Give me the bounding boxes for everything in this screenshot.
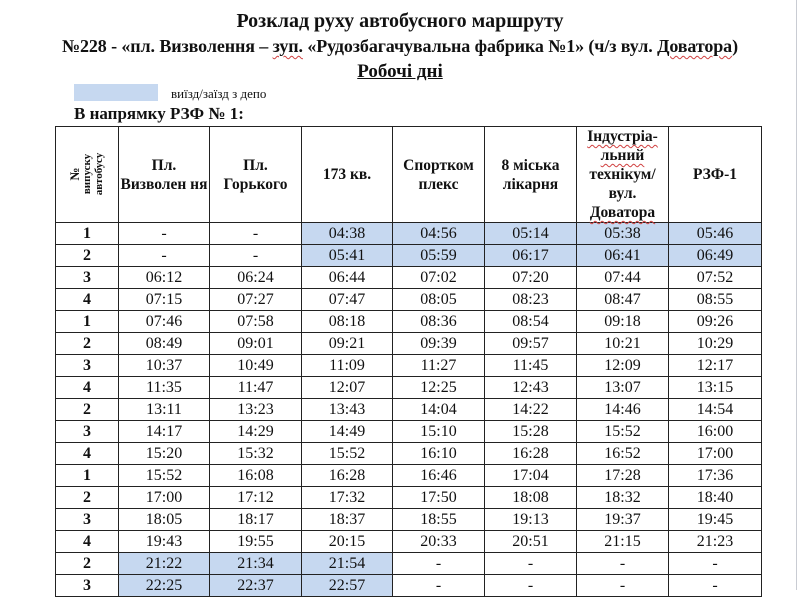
depot-time-cell: 04:56 [393, 223, 485, 245]
table-row [56, 289, 762, 311]
bus-number-cell: 2 [56, 399, 119, 421]
time-cell: 07:02 [393, 267, 485, 289]
time-cell: 16:52 [577, 443, 669, 465]
time-cell: 18:05 [119, 509, 210, 531]
time-cell: 13:11 [119, 399, 210, 421]
header-pl-gorkogo: Пл. Горького [210, 127, 302, 223]
route-subtitle-street: Доватора [657, 36, 733, 56]
time-cell: 11:45 [485, 355, 577, 377]
route-subtitle-middle: «Рудозбагачувальна фабрика №1» (ч/з вул. [302, 36, 658, 56]
time-cell: - [669, 575, 762, 597]
time-cell: - [393, 575, 485, 597]
header-tekhnikum-line1: Індустріа- [587, 128, 658, 145]
time-cell: - [210, 245, 302, 267]
table-row [56, 553, 762, 575]
time-cell: 18:32 [577, 487, 669, 509]
time-cell: - [119, 245, 210, 267]
header-bus-number-line1: № [67, 166, 82, 181]
time-cell: 12:25 [393, 377, 485, 399]
time-cell: 11:47 [210, 377, 302, 399]
route-subtitle-abbr: зуп. [272, 36, 303, 56]
time-cell: 17:36 [669, 465, 762, 487]
time-cell: 15:52 [577, 421, 669, 443]
time-cell: 11:09 [302, 355, 393, 377]
time-cell: 09:26 [669, 311, 762, 333]
table-header-row [56, 127, 762, 223]
time-cell: 08:49 [119, 333, 210, 355]
bus-number-cell: 3 [56, 421, 119, 443]
depot-time-cell: 22:25 [119, 575, 210, 597]
time-cell: 10:21 [577, 333, 669, 355]
time-cell: 15:52 [119, 465, 210, 487]
header-tekhnikum [577, 127, 669, 223]
time-cell: 08:47 [577, 289, 669, 311]
time-cell: 19:45 [669, 509, 762, 531]
header-rzf-1: РЗФ-1 [669, 127, 762, 223]
schedule-body [56, 223, 762, 597]
depot-time-cell: 06:41 [577, 245, 669, 267]
time-cell: 12:17 [669, 355, 762, 377]
header-tekhnikum-line3: технікум/ [589, 166, 656, 183]
time-cell: 12:07 [302, 377, 393, 399]
document-title [0, 10, 800, 33]
time-cell: 07:20 [485, 267, 577, 289]
time-cell: 14:29 [210, 421, 302, 443]
time-cell: 10:37 [119, 355, 210, 377]
time-cell: 16:10 [393, 443, 485, 465]
table-row [56, 465, 762, 487]
time-cell: 19:43 [119, 531, 210, 553]
table-row [56, 443, 762, 465]
depot-time-cell: 06:17 [485, 245, 577, 267]
table-row [56, 399, 762, 421]
bus-number-cell: 3 [56, 509, 119, 531]
table-row [56, 355, 762, 377]
day-type-text: Робочі дні [357, 61, 443, 82]
route-subtitle-suffix: ) [732, 36, 738, 56]
time-cell: 17:28 [577, 465, 669, 487]
time-cell: 14:46 [577, 399, 669, 421]
time-cell: - [210, 223, 302, 245]
time-cell: 15:28 [485, 421, 577, 443]
header-tekhnikum-line5: Доватора [589, 204, 656, 221]
time-cell: 12:09 [577, 355, 669, 377]
bus-number-cell: 2 [56, 553, 119, 575]
header-bus-number-line3: автобусу [93, 152, 105, 195]
bus-number-cell: 2 [56, 333, 119, 355]
bus-number-cell: 3 [56, 575, 119, 597]
time-cell: 08:23 [485, 289, 577, 311]
time-cell: - [669, 553, 762, 575]
time-cell: 18:40 [669, 487, 762, 509]
time-cell: 20:15 [302, 531, 393, 553]
time-cell: 16:28 [302, 465, 393, 487]
time-cell: 13:23 [210, 399, 302, 421]
header-bus-number-label [69, 152, 105, 194]
bus-number-cell: 4 [56, 531, 119, 553]
time-cell: 07:15 [119, 289, 210, 311]
time-cell: 07:44 [577, 267, 669, 289]
time-cell: 09:57 [485, 333, 577, 355]
time-cell: 21:15 [577, 531, 669, 553]
table-row [56, 531, 762, 553]
depot-time-cell: 06:49 [669, 245, 762, 267]
legend-depot-swatch [74, 84, 158, 101]
time-cell: 09:39 [393, 333, 485, 355]
time-cell: 08:55 [669, 289, 762, 311]
time-cell: 06:12 [119, 267, 210, 289]
time-cell: 16:00 [669, 421, 762, 443]
time-cell: 07:46 [119, 311, 210, 333]
time-cell: 16:28 [485, 443, 577, 465]
table-row [56, 333, 762, 355]
time-cell: 19:13 [485, 509, 577, 531]
time-cell: 17:32 [302, 487, 393, 509]
table-row [56, 267, 762, 289]
time-cell: 13:07 [577, 377, 669, 399]
time-cell: 20:33 [393, 531, 485, 553]
bus-number-cell: 3 [56, 267, 119, 289]
time-cell: 19:37 [577, 509, 669, 531]
time-cell: 08:54 [485, 311, 577, 333]
time-cell: 19:55 [210, 531, 302, 553]
time-cell: 14:49 [302, 421, 393, 443]
time-cell: 12:43 [485, 377, 577, 399]
depot-time-cell: 21:34 [210, 553, 302, 575]
time-cell: 20:51 [485, 531, 577, 553]
header-sportkompleks: Спортком плекс [393, 127, 485, 223]
time-cell: 14:17 [119, 421, 210, 443]
time-cell: 17:50 [393, 487, 485, 509]
time-cell: 15:32 [210, 443, 302, 465]
depot-time-cell: 21:54 [302, 553, 393, 575]
page-edge [796, 0, 797, 590]
bus-number-cell: 3 [56, 355, 119, 377]
table-row [56, 575, 762, 597]
time-cell: 07:52 [669, 267, 762, 289]
schedule-table [55, 126, 762, 597]
header-bus-number-line2: випуску [81, 153, 93, 194]
route-subtitle-prefix: №228 - «пл. Визволення – [62, 36, 273, 56]
time-cell: 08:36 [393, 311, 485, 333]
time-cell: 21:23 [669, 531, 762, 553]
time-cell: 14:22 [485, 399, 577, 421]
time-cell: 08:18 [302, 311, 393, 333]
depot-time-cell: 05:59 [393, 245, 485, 267]
time-cell: 18:17 [210, 509, 302, 531]
title-text: Розклад руху автобусного маршруту [236, 10, 564, 32]
bus-number-cell: 2 [56, 245, 119, 267]
table-row [56, 223, 762, 245]
bus-number-cell: 1 [56, 465, 119, 487]
depot-time-cell: 21:22 [119, 553, 210, 575]
table-row [56, 509, 762, 531]
time-cell: 13:15 [669, 377, 762, 399]
table-row [56, 487, 762, 509]
time-cell: - [119, 223, 210, 245]
time-cell: 09:21 [302, 333, 393, 355]
time-cell: 06:24 [210, 267, 302, 289]
time-cell: 11:35 [119, 377, 210, 399]
time-cell: - [577, 575, 669, 597]
time-cell: 17:12 [210, 487, 302, 509]
time-cell: 14:54 [669, 399, 762, 421]
time-cell: 17:00 [119, 487, 210, 509]
table-row [56, 245, 762, 267]
time-cell: - [485, 575, 577, 597]
bus-number-cell: 4 [56, 443, 119, 465]
time-cell: 16:46 [393, 465, 485, 487]
time-cell: 13:43 [302, 399, 393, 421]
time-cell: 18:37 [302, 509, 393, 531]
header-pl-vyzvolennia: Пл. Визволен ня [119, 127, 210, 223]
time-cell: 10:29 [669, 333, 762, 355]
time-cell: 07:58 [210, 311, 302, 333]
direction-heading: В напрямку РЗФ № 1: [74, 104, 244, 123]
time-cell: 09:01 [210, 333, 302, 355]
header-tekhnikum-line2: льний [600, 147, 645, 164]
time-cell: 07:27 [210, 289, 302, 311]
bus-number-cell: 4 [56, 377, 119, 399]
route-subtitle [0, 36, 800, 57]
time-cell: 17:04 [485, 465, 577, 487]
depot-time-cell: 05:14 [485, 223, 577, 245]
time-cell: 06:44 [302, 267, 393, 289]
bus-number-cell: 2 [56, 487, 119, 509]
time-cell: 14:04 [393, 399, 485, 421]
depot-time-cell: 05:46 [669, 223, 762, 245]
depot-time-cell: 05:41 [302, 245, 393, 267]
time-cell: 15:10 [393, 421, 485, 443]
header-tekhnikum-line4: вул. [608, 185, 637, 202]
bus-number-cell: 4 [56, 289, 119, 311]
header-173-kv: 173 кв. [302, 127, 393, 223]
time-cell: - [485, 553, 577, 575]
depot-time-cell: 22:37 [210, 575, 302, 597]
time-cell: - [393, 553, 485, 575]
bus-number-cell: 1 [56, 223, 119, 245]
table-row [56, 377, 762, 399]
legend-depot-label: виїзд/заїзд з депо [171, 86, 267, 101]
time-cell: 07:47 [302, 289, 393, 311]
time-cell: - [577, 553, 669, 575]
depot-time-cell: 22:57 [302, 575, 393, 597]
time-cell: 10:49 [210, 355, 302, 377]
time-cell: 16:08 [210, 465, 302, 487]
time-cell: 08:05 [393, 289, 485, 311]
time-cell: 11:27 [393, 355, 485, 377]
time-cell: 17:00 [669, 443, 762, 465]
depot-time-cell: 04:38 [302, 223, 393, 245]
header-likarnia-8: 8 міська лікарня [485, 127, 577, 223]
time-cell: 18:55 [393, 509, 485, 531]
time-cell: 15:52 [302, 443, 393, 465]
time-cell: 09:18 [577, 311, 669, 333]
time-cell: 15:20 [119, 443, 210, 465]
table-row [56, 311, 762, 333]
day-type-heading [0, 61, 800, 83]
table-row [56, 421, 762, 443]
header-bus-number [56, 127, 119, 223]
time-cell: 18:08 [485, 487, 577, 509]
bus-number-cell: 1 [56, 311, 119, 333]
depot-time-cell: 05:38 [577, 223, 669, 245]
